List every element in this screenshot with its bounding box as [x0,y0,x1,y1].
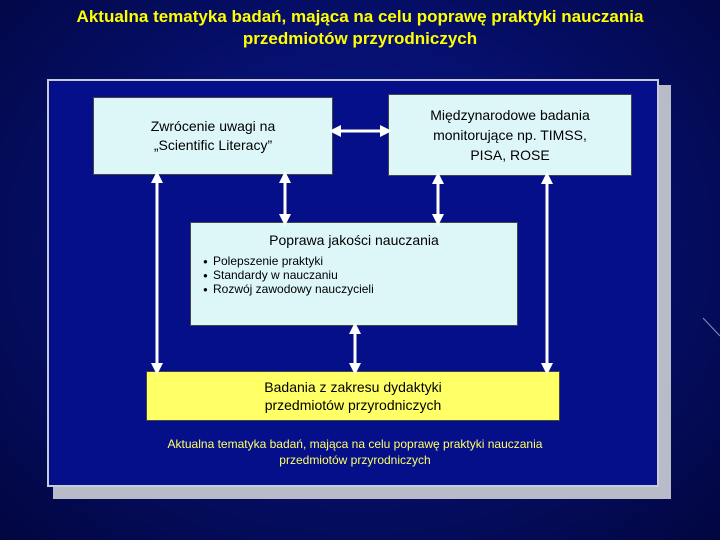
teaching-quality-item-2: ● Standardy w nauczaniu [213,268,517,282]
scientific-literacy-line-1: Zwrócenie uwagi na [150,118,276,134]
international-studies-line-2: monitorujące np. TIMSS, [433,127,587,143]
decorative-diagonal-line [703,318,720,336]
didactics-research-line-1: Badania z zakresu dydaktyki [264,379,442,395]
international-studies-line-1: Międzynarodowe badania [430,107,590,123]
diagram-caption-line-1: Aktualna tematyka badań, mająca na celu poprawę praktyki nauczania [167,437,543,451]
teaching-quality-item-1: ● Polepszenie praktyki [213,254,517,268]
teaching-quality-title: Poprawa jakości nauczania [269,232,439,248]
didactics-research-line-2: przedmiotów przyrodniczych [264,397,442,413]
scientific-literacy-line-2: „Scientific Literacy” [153,137,273,153]
slide-title-line-2: przedmiotów przyrodniczych [242,29,478,48]
slide-title-line-1: Aktualna tematyka badań, mająca na celu poprawę praktyki nauczania [76,7,644,26]
diagram-caption-line-2: przedmiotów przyrodniczych [279,453,431,467]
international-studies-line-3: PISA, ROSE [470,147,550,163]
teaching-quality-item-3: ● Rozwój zawodowy nauczycieli [213,282,517,296]
